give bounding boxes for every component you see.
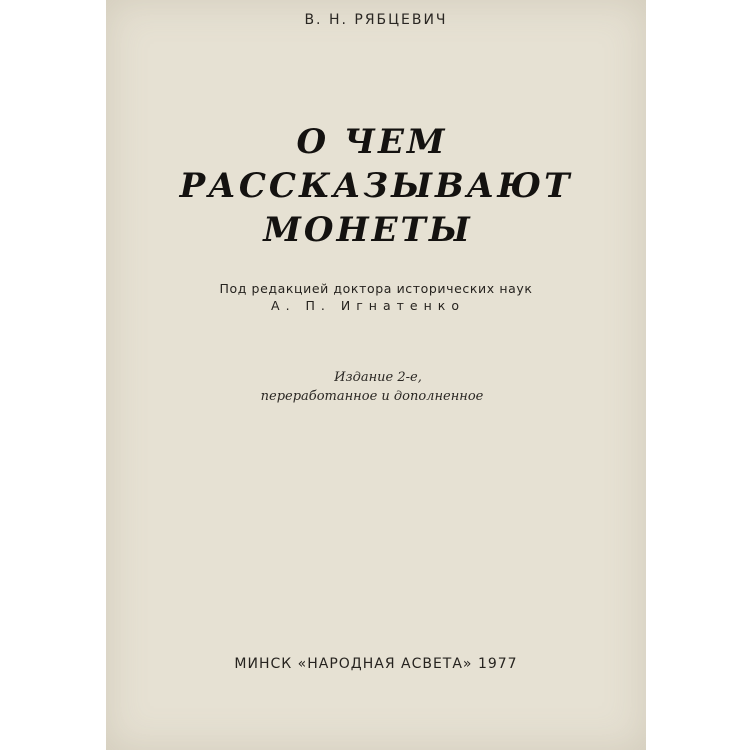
editor-credit: Под редакцией доктора исторических наук <box>219 281 533 296</box>
edition-number: Издание 2-е, <box>334 370 422 385</box>
publisher-imprint: МИНСК «НАРОДНАЯ АСВЕТА» 1977 <box>234 656 518 672</box>
book-title-line-3: МОНЕТЫ <box>263 210 473 250</box>
edition-note: переработанное и дополненное <box>260 389 484 404</box>
author-name: В. Н. РЯБЦЕВИЧ <box>304 12 448 28</box>
book-title-line-2: РАССКАЗЫВАЮТ <box>179 166 573 206</box>
title-page <box>106 0 646 750</box>
editor-name: А. П. Игнатенко <box>271 298 465 313</box>
book-title-line-1: О ЧЕМ <box>296 122 448 162</box>
